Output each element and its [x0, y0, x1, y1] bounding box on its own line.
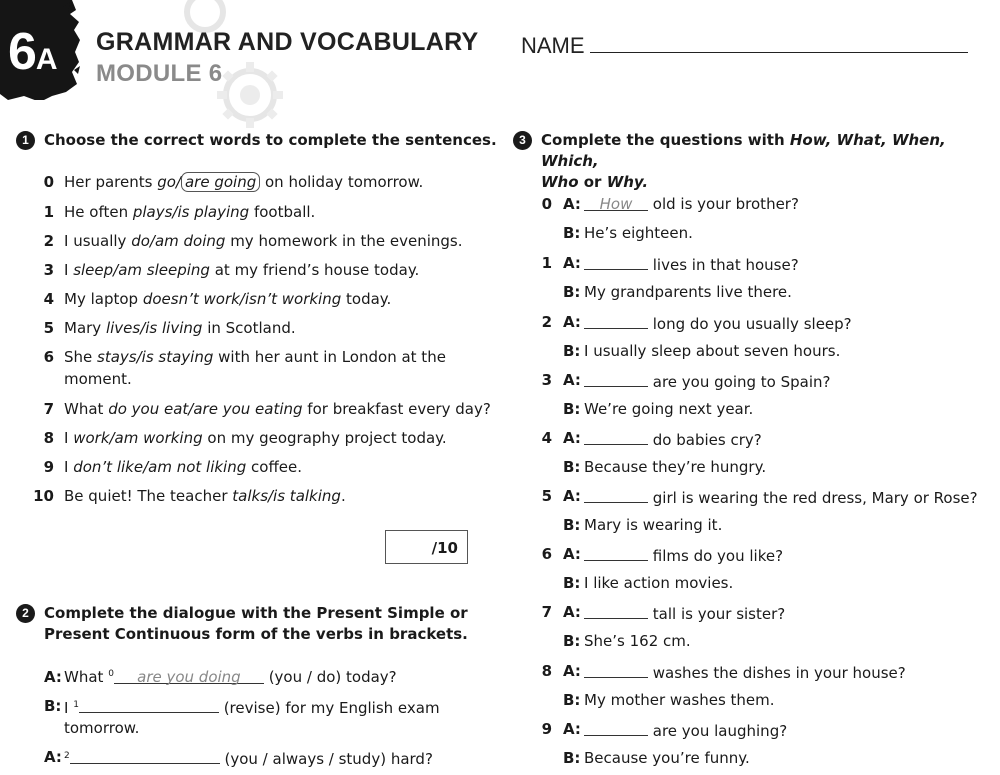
sentence-text: coffee.: [246, 458, 303, 476]
speaker-b-label: B:: [563, 458, 581, 476]
sentence-text: today.: [341, 290, 392, 308]
question-text: do babies cry?: [648, 431, 762, 449]
question-line: [584, 720, 787, 740]
dialogue-line: [64, 697, 440, 717]
answer-blank[interactable]: How: [584, 195, 648, 211]
name-label: NAME: [521, 33, 585, 58]
option-text[interactable]: work/am working: [73, 429, 203, 447]
speaker-a-label: A:: [563, 720, 581, 738]
dialogue-text: (revise) for my English exam: [218, 699, 440, 717]
name-input-line[interactable]: [590, 52, 968, 53]
sentence: [64, 290, 391, 308]
sentence: [64, 487, 346, 505]
question-text: are you going to Spain?: [648, 373, 831, 391]
sentence-text: Be quiet! The teacher: [64, 487, 233, 505]
speaker-a-label: A:: [563, 603, 581, 621]
score-box: [385, 530, 468, 564]
sentence-continuation: moment.: [64, 370, 132, 388]
section-3-number: 3: [513, 131, 532, 150]
sentence-text: on holiday tomorrow.: [260, 173, 424, 191]
sentence: [64, 203, 315, 221]
score-label: /10: [431, 539, 458, 557]
sentence-text: in Scotland.: [202, 319, 296, 337]
question-text: lives in that house?: [648, 256, 799, 274]
sentence-text: football.: [249, 203, 316, 221]
speaker-b-label: B:: [563, 691, 581, 709]
sentence-text: my homework in the evenings.: [225, 232, 463, 250]
item-number: 9: [541, 720, 552, 738]
item-number: 0: [541, 195, 552, 213]
speaker-a-label: A:: [563, 429, 581, 447]
speaker-a-label: A:: [563, 195, 581, 213]
item-number: 8: [541, 662, 552, 680]
sentence-text: I: [64, 261, 74, 279]
question-line: [584, 195, 799, 213]
question-text: girl is wearing the red dress, Mary or Rose?: [648, 489, 978, 507]
answer-text: She’s 162 cm.: [584, 632, 691, 650]
speaker-a-label: A:: [563, 313, 581, 331]
answer-blank[interactable]: are you doing: [114, 668, 264, 684]
sentence-text: with her aunt in London at the: [213, 348, 446, 366]
item-number: 1: [541, 254, 552, 272]
question-line: [584, 487, 978, 507]
sentence-text: Mary: [64, 319, 106, 337]
question-line: [584, 371, 830, 391]
answer-text: Mary is wearing it.: [584, 516, 723, 534]
speaker-label: A:: [44, 748, 62, 766]
option-text[interactable]: stays/is staying: [97, 348, 214, 366]
sentence-text: for breakfast every day?: [302, 400, 491, 418]
answer-text: We’re going next year.: [584, 400, 754, 418]
answer-text: I like action movies.: [584, 574, 734, 592]
item-number: 4: [43, 290, 54, 308]
answer-blank[interactable]: [584, 487, 648, 503]
option-text[interactable]: plays/is playing: [132, 203, 250, 221]
sentence: [64, 348, 446, 366]
answer-blank[interactable]: [70, 748, 220, 764]
item-number: 2: [541, 313, 552, 331]
answer-blank[interactable]: [584, 313, 648, 329]
section-2-number: 2: [16, 604, 35, 623]
sentence-text: .: [340, 487, 346, 505]
sentence: [64, 261, 419, 279]
question-text: washes the dishes in your house?: [648, 664, 906, 682]
answer-blank[interactable]: [79, 697, 219, 713]
item-number: 5: [541, 487, 552, 505]
unit-number: 6A: [8, 23, 57, 81]
section-2-instruction: Complete the dialogue with the Present Simple or Present Continuous form of the verbs in brackets.: [44, 604, 468, 643]
option-text[interactable]: talks/is talking: [232, 487, 341, 505]
sentence: [64, 232, 463, 250]
sentence-text: I usually: [64, 232, 132, 250]
sentence-text: My laptop: [64, 290, 143, 308]
item-number: 8: [43, 429, 54, 447]
question-line: [584, 662, 906, 682]
speaker-b-label: B:: [563, 574, 581, 592]
sentence-text: She: [64, 348, 98, 366]
question-line: [584, 313, 852, 333]
answer-text: My mother washes them.: [584, 691, 775, 709]
speaker-b-label: B:: [563, 516, 581, 534]
sentence: [64, 458, 302, 476]
gap-number: 2: [64, 751, 70, 761]
dialogue-text: (you / do) today?: [263, 668, 397, 686]
speaker-b-label: B:: [563, 400, 581, 418]
sentence: [64, 400, 491, 418]
sentence-text: at my friend’s house today.: [209, 261, 420, 279]
item-number: 3: [43, 261, 54, 279]
question-text: old is your brother?: [648, 195, 799, 213]
sentence-text: I: [64, 458, 74, 476]
item-number: 4: [541, 429, 552, 447]
answer-blank[interactable]: [584, 720, 648, 736]
answer-blank[interactable]: [584, 662, 648, 678]
page-subtitle: MODULE 6: [96, 60, 223, 87]
answer-text: Because they’re hungry.: [584, 458, 767, 476]
item-number: 9: [43, 458, 54, 476]
speaker-b-label: B:: [563, 342, 581, 360]
item-number: 10: [33, 487, 54, 505]
question-text: long do you usually sleep?: [648, 315, 852, 333]
section-3-instruction: Complete the questions with How, What, When, Which, Who or Why.: [541, 131, 946, 191]
dialogue-line: [64, 668, 397, 686]
section-1-number: 1: [16, 131, 35, 150]
item-number: 2: [43, 232, 54, 250]
dialogue-text: What: [64, 668, 109, 686]
answer-text: I usually sleep about seven hours.: [584, 342, 841, 360]
item-number: 6: [43, 348, 54, 366]
speaker-a-label: A:: [563, 371, 581, 389]
item-number: 1: [43, 203, 54, 221]
question-line: [584, 429, 762, 449]
item-number: 0: [43, 173, 54, 191]
selected-option[interactable]: are going: [181, 172, 260, 192]
question-text: tall is your sister?: [648, 605, 786, 623]
speaker-b-label: B:: [563, 749, 581, 767]
speaker-b-label: B:: [563, 283, 581, 301]
question-text: are you laughing?: [648, 722, 788, 740]
question-line: [584, 545, 783, 565]
page-title: GRAMMAR AND VOCABULARY: [96, 28, 479, 56]
answer-text: He’s eighteen.: [584, 224, 693, 242]
speaker-a-label: A:: [563, 487, 581, 505]
item-number: 7: [541, 603, 552, 621]
answer-text: Because you’re funny.: [584, 749, 750, 767]
sentence-text: I: [64, 429, 74, 447]
answer-blank[interactable]: [584, 545, 648, 561]
dialogue-continuation: tomorrow.: [64, 719, 140, 737]
speaker-a-label: A:: [563, 545, 581, 563]
dialogue-text: (you / always / study) hard?: [219, 750, 433, 768]
speaker-label: B:: [44, 697, 62, 715]
sentence-text: He often: [64, 203, 133, 221]
sentence: [64, 429, 447, 447]
question-line: [584, 603, 785, 623]
option-text[interactable]: doesn’t work/isn’t working: [142, 290, 342, 308]
gap-number: 1: [73, 700, 79, 710]
speaker-b-label: B:: [563, 224, 581, 242]
speaker-label: A:: [44, 668, 62, 686]
speaker-a-label: A:: [563, 662, 581, 680]
option-text[interactable]: don’t like/am not liking: [73, 458, 247, 476]
item-number: 7: [43, 400, 54, 418]
question-line: [584, 254, 799, 274]
sentence: [64, 319, 296, 337]
answer-blank[interactable]: [584, 371, 648, 387]
answer-blank[interactable]: [584, 603, 648, 619]
answer-blank[interactable]: [584, 429, 648, 445]
question-text: films do you like?: [648, 547, 784, 565]
option-text[interactable]: do/am doing: [131, 232, 226, 250]
option-text[interactable]: sleep/am sleeping: [73, 261, 210, 279]
item-number: 3: [541, 371, 552, 389]
sentence-text: What: [64, 400, 109, 418]
dialogue-text: I: [64, 699, 74, 717]
item-number: 6: [541, 545, 552, 563]
gap-number: 0: [108, 669, 114, 679]
answer-blank[interactable]: [584, 254, 648, 270]
sentence-text: on my geography project today.: [202, 429, 447, 447]
speaker-b-label: B:: [563, 632, 581, 650]
sentence: [64, 173, 423, 191]
speaker-a-label: A:: [563, 254, 581, 272]
sentence-text: Her parents: [64, 173, 158, 191]
section-1-instruction: Choose the correct words to complete the sentences.: [44, 131, 497, 149]
item-number: 5: [43, 319, 54, 337]
option-text[interactable]: lives/is living: [105, 319, 203, 337]
option-text[interactable]: go/: [157, 173, 181, 191]
option-text[interactable]: do you eat/are you eating: [108, 400, 303, 418]
dialogue-line: [64, 748, 433, 768]
answer-text: My grandparents live there.: [584, 283, 792, 301]
